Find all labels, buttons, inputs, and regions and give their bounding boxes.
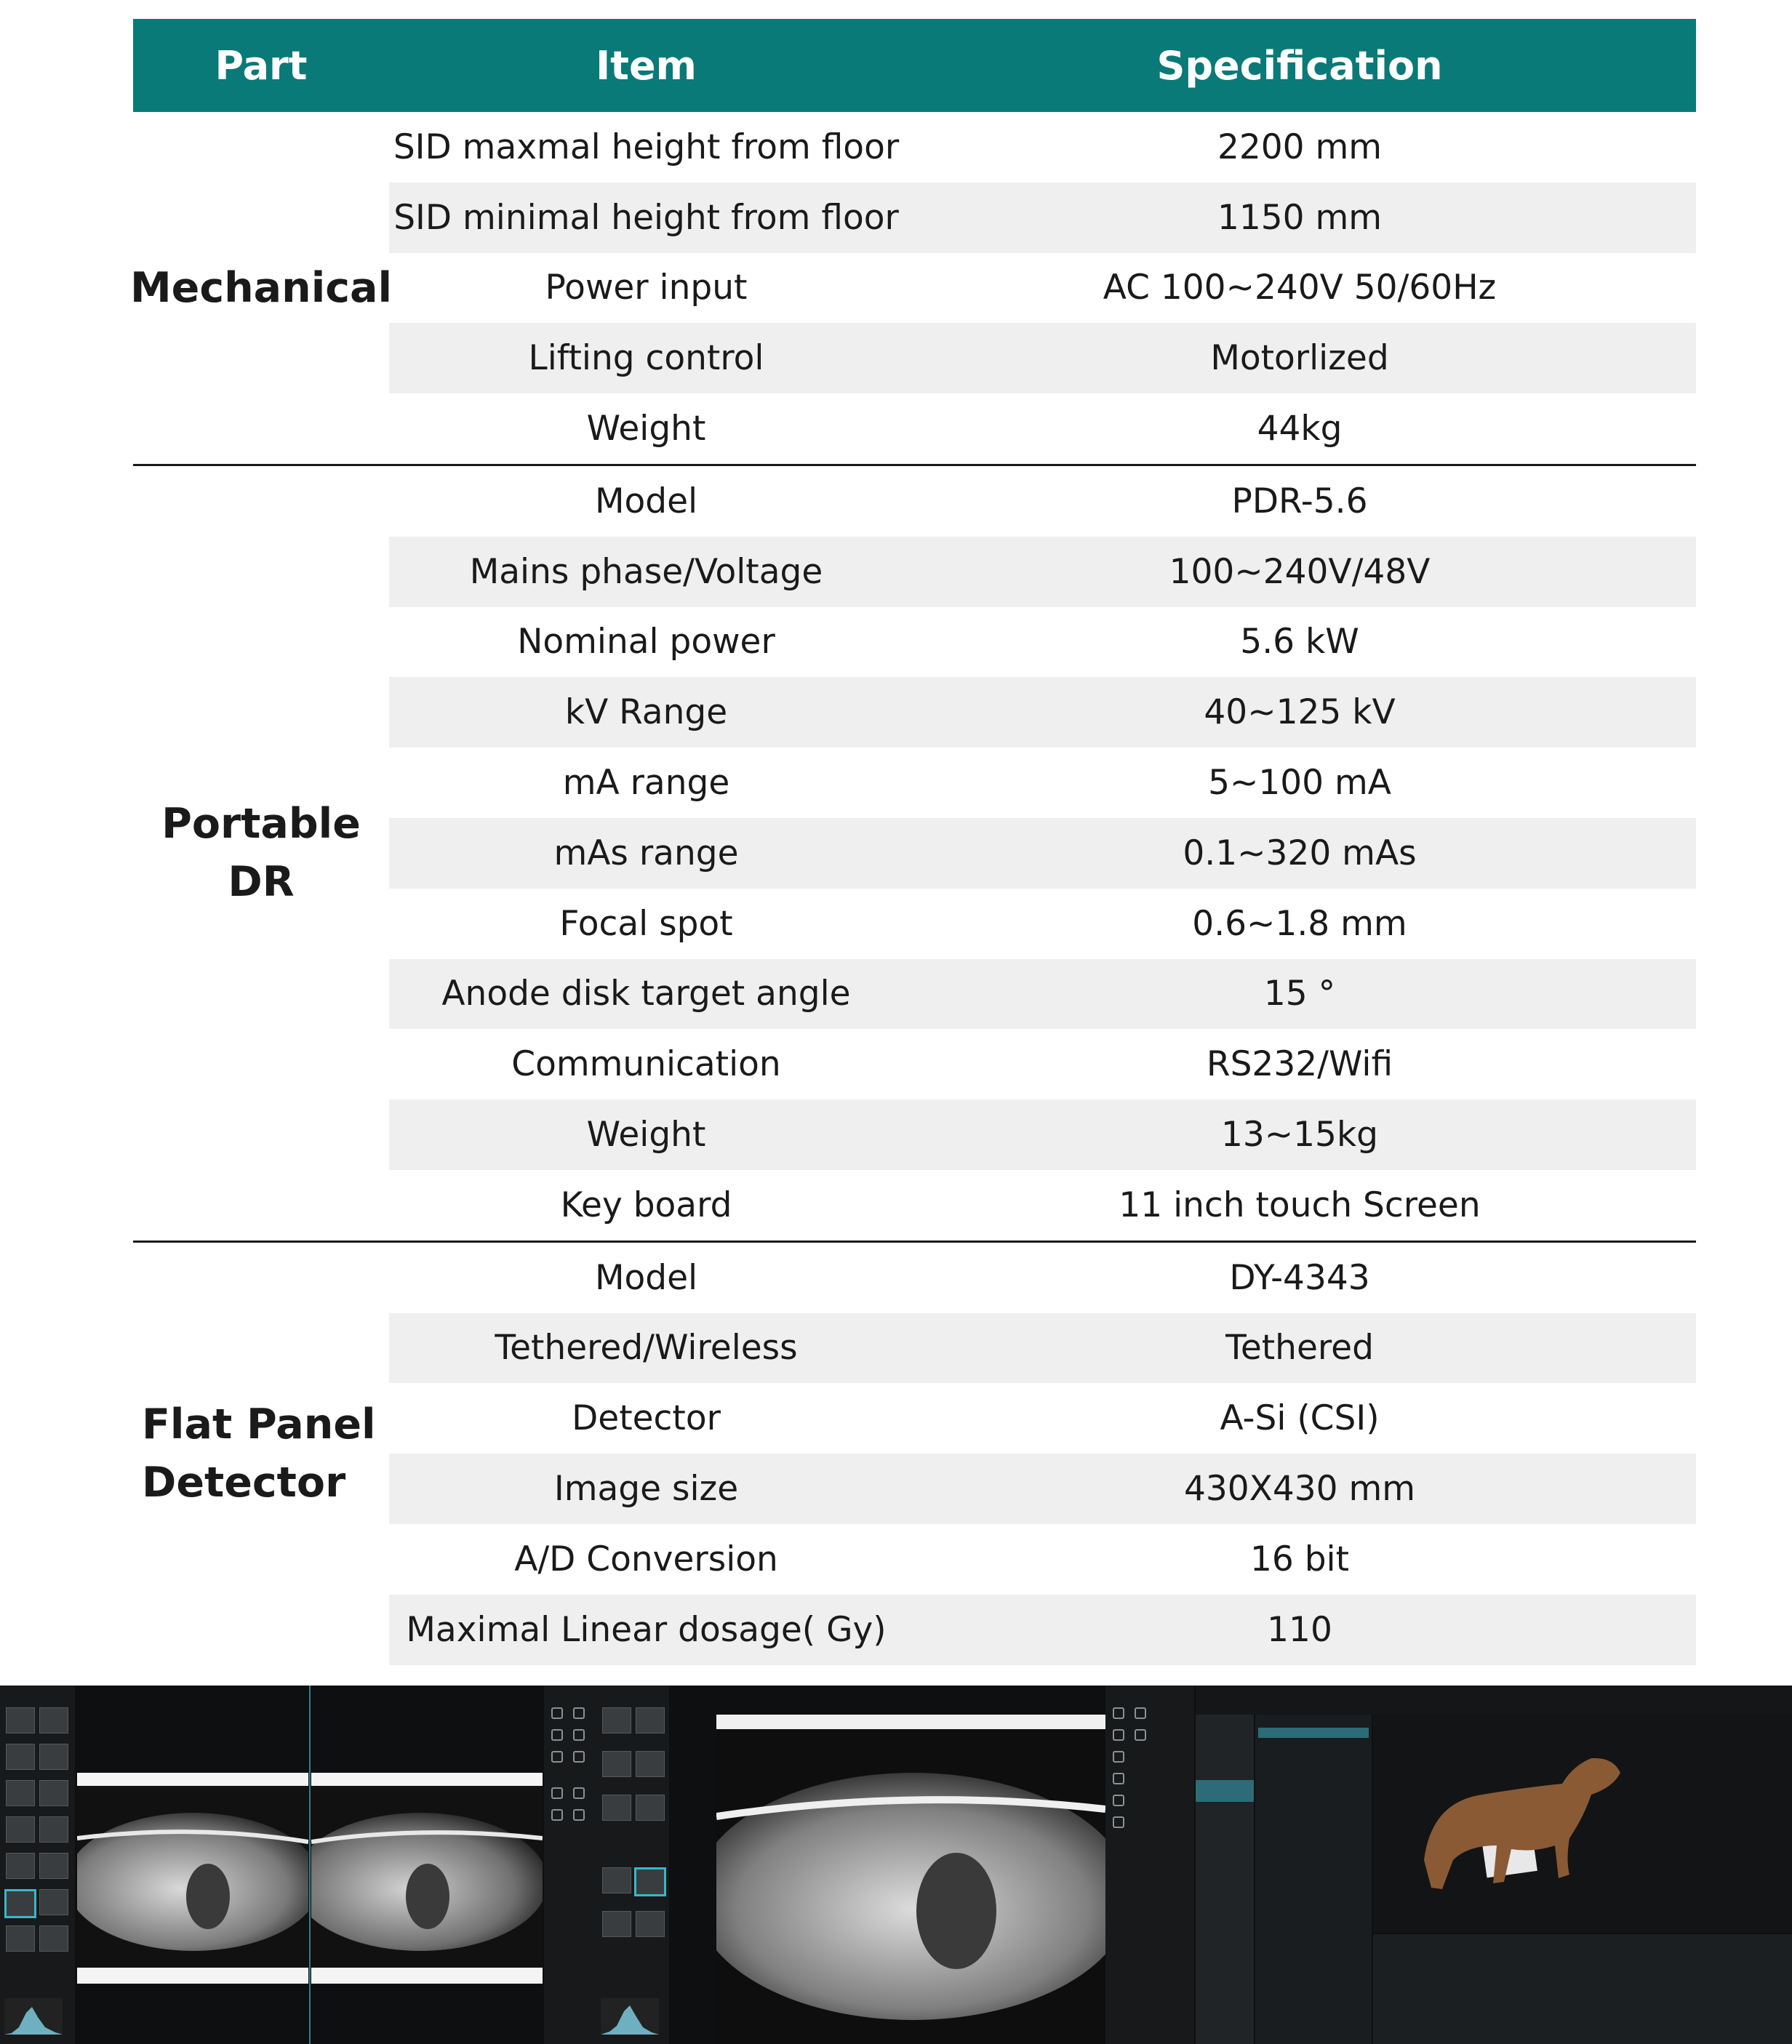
part-label: Flat Panel Detector [142,1400,376,1507]
spec-cell: 5.6 kW [1240,622,1359,662]
table-row [389,748,1696,818]
spec-table [129,19,1696,1665]
item-cell: Image size [553,1469,739,1510]
item-cell: kV Range [564,692,728,733]
item-cell: Power input [545,268,748,308]
spec-cell: 0.6~1.8 mm [1192,903,1407,944]
spec-cell: PDR-5.6 [1231,481,1368,521]
protocol-list [1255,1715,1372,2044]
item-cell: SID maxmal height from floor [393,127,900,167]
viewer-panel-dual [0,1686,596,2044]
item-cell: mA range [562,763,730,803]
xray-image[interactable] [311,1773,543,1984]
move-icon[interactable] [1135,1707,1146,1719]
thumbnail[interactable] [636,1911,665,1937]
thumbnail[interactable] [636,1707,665,1734]
positioning-view [1373,1715,1792,1933]
item-cell: Detector [572,1398,721,1439]
item-cell: A/D Conversion [514,1539,778,1579]
table-row [389,1383,1696,1454]
thumbnail[interactable] [6,1780,35,1806]
thumbnail[interactable] [39,1925,68,1952]
table-row [389,889,1696,959]
table-row [389,1313,1696,1384]
table-row [389,607,1696,678]
xray-image[interactable] [77,1773,308,1984]
spec-cell: 13~15kg [1220,1115,1379,1155]
table-row [389,323,1696,393]
histogram [4,1998,63,2035]
spec-cell: 44kg [1257,409,1343,449]
zoom-icon[interactable] [551,1707,563,1719]
thumbnail-selected[interactable] [4,1889,36,1918]
thumbnail[interactable] [39,1889,68,1915]
table-row [389,183,1696,253]
spec-cell: Motorlized [1210,338,1389,379]
header-part: Part [215,42,308,89]
rotate-icon[interactable] [551,1729,563,1741]
zoom-icon[interactable] [1113,1729,1124,1741]
spec-cell: 2200 mm [1217,127,1383,167]
item-cell: Key board [560,1185,732,1225]
table-row [389,1170,1696,1241]
exposure-controls [1373,1934,1792,2044]
angle-icon[interactable] [573,1751,585,1763]
layout-icon[interactable] [551,1787,563,1799]
header-specification: Specification [1156,42,1443,89]
thumbnail[interactable] [6,1707,35,1734]
table-row [389,677,1696,748]
spec-cell: Tethered [1225,1328,1374,1368]
thumbnail[interactable] [602,1707,631,1734]
thumbnail[interactable] [6,1744,35,1770]
table-row [389,1029,1696,1099]
item-cell: Model [594,1257,698,1298]
item-cell: Lifting control [528,338,764,379]
thumbnail[interactable] [636,1795,665,1821]
item-cell: SID minimal height from floor [393,197,899,238]
spec-cell: 16 bit [1249,1539,1350,1579]
table-row [389,1243,1696,1313]
dog-model-image [1373,1715,1792,1933]
thumbnail[interactable] [6,1925,35,1952]
spec-cell: 430X430 mm [1183,1469,1416,1510]
spec-cell: 100~240V/48V [1169,551,1431,592]
list-item-selected[interactable] [1258,1728,1369,1738]
table-row [389,1454,1696,1524]
section-mechanical [129,112,1696,466]
thumbnail[interactable] [6,1853,35,1879]
table-row [389,818,1696,889]
item-cell: Weight [586,409,706,449]
histogram [601,1998,659,2035]
item-cell: Maximal Linear dosage( Gy) [406,1609,887,1650]
part-label: Portable DR [161,800,361,907]
item-cell: Communication [511,1044,781,1085]
top-bar [1196,1686,1792,1715]
table-header [133,19,1696,112]
thumbnail-column [0,1686,75,2044]
viewer-panel-single [596,1686,1194,2044]
thumbnail[interactable] [39,1853,68,1879]
item-cell: Weight [586,1115,706,1155]
table-row [389,537,1696,607]
table-row [389,112,1696,183]
grid-icon[interactable] [573,1787,585,1799]
spec-cell: 15 ° [1263,974,1336,1014]
spec-cell: 11 inch touch Screen [1119,1185,1481,1225]
thumbnail[interactable] [602,1911,631,1937]
thumbnail-selected[interactable] [634,1867,666,1896]
thumbnail[interactable] [602,1795,631,1821]
thumbnail-column [596,1686,669,2044]
item-cell: Tethered/Wireless [495,1328,798,1368]
text-icon[interactable] [1113,1795,1124,1806]
flip-icon[interactable] [573,1729,585,1741]
spec-cell: DY-4343 [1229,1257,1370,1298]
spec-cell: 110 [1267,1609,1332,1650]
pan-icon[interactable] [1135,1729,1146,1741]
acquisition-panel [1196,1686,1792,2044]
measure-icon[interactable] [1113,1751,1124,1763]
thumbnail[interactable] [636,1751,665,1777]
spec-cell: RS232/Wifi [1206,1044,1393,1085]
divider [309,1686,311,2044]
item-cell: Model [594,481,698,521]
spec-cell: AC 100~240V 50/60Hz [1103,268,1497,308]
add-icon[interactable] [1113,1707,1124,1719]
measure-icon[interactable] [551,1751,563,1763]
table-row [389,1099,1696,1170]
spec-cell: 5~100 mA [1208,763,1391,803]
thumbnail[interactable] [39,1780,68,1806]
part-label: Mechanical [129,263,393,312]
pan-icon[interactable] [573,1707,585,1719]
table-row [389,393,1696,464]
table-row [389,1595,1696,1665]
table-row [389,1524,1696,1595]
table-row [389,959,1696,1030]
angle-icon[interactable] [1113,1773,1124,1784]
spec-cell: A-Si (CSI) [1220,1398,1380,1439]
table-row [389,253,1696,324]
thumbnail[interactable] [39,1816,68,1843]
xray-image[interactable] [716,1715,1105,2044]
item-cell: Mains phase/Voltage [469,551,823,592]
item-cell: mAs range [553,833,739,873]
thumbnail[interactable] [602,1751,631,1777]
nav-item-selected[interactable] [1196,1780,1254,1802]
invert-icon[interactable] [573,1809,585,1821]
section-portable-dr [133,466,1696,1243]
section-flat-panel-detector [133,1243,1696,1665]
spec-cell: 0.1~320 mAs [1183,833,1417,873]
table-row [389,466,1696,537]
nav-column [1196,1715,1254,2044]
header-item: Item [596,42,697,89]
tool-column [1105,1686,1194,2044]
arrow-icon[interactable] [1113,1816,1124,1828]
spec-cell: 40~125 kV [1204,692,1396,733]
item-cell: Nominal power [517,622,775,662]
window-level-icon[interactable] [551,1809,563,1821]
thumbnail[interactable] [39,1744,68,1770]
tool-column [544,1686,596,2044]
thumbnail[interactable] [39,1707,68,1734]
software-screenshots [0,1686,1792,2044]
thumbnail[interactable] [602,1867,631,1893]
spec-cell: 1150 mm [1217,197,1383,238]
item-cell: Focal spot [559,903,733,944]
thumbnail[interactable] [6,1816,35,1843]
item-cell: Anode disk target angle [441,974,851,1014]
